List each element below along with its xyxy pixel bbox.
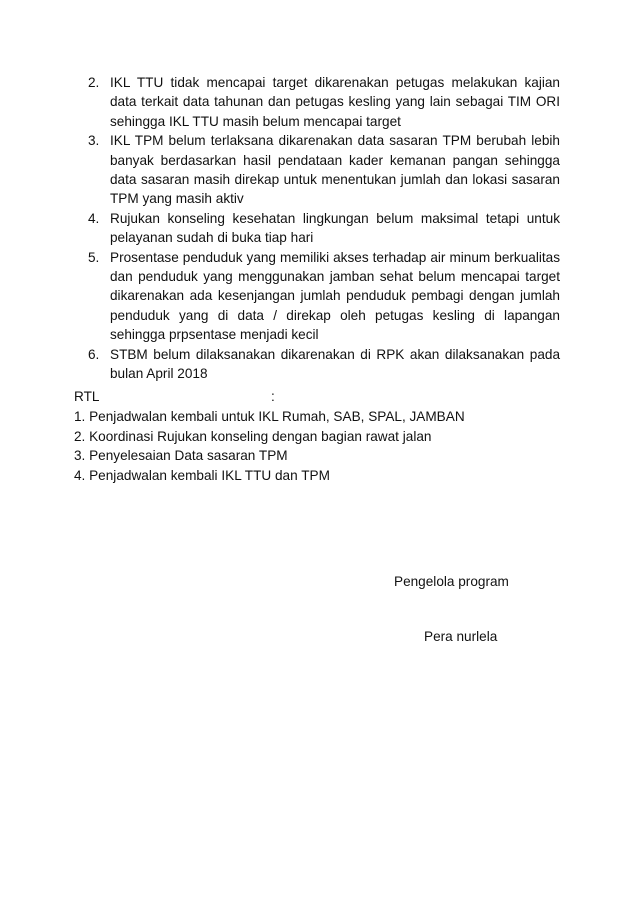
item-number: 2. [88,75,100,90]
signature-name: Pera nurlela [424,629,498,644]
list-item [88,345,560,384]
item-text: Rujukan konseling kesehatan lingkungan belum maksimal tetapi untuk pelayanan sudah di buka tiap hari [110,210,560,246]
rtl-item: 4. Penjadwalan kembali IKL TTU dan TPM [74,467,330,483]
rtl-section [74,387,554,485]
item-text: IKL TPM belum terlaksana dikarenakan data sasaran TPM berubah lebih banyak berdasarkan hasil pendataan kader kemanan pangan sehingga data sasaran masih direkap untuk menentukan jumlah dan lokasi sasaran TPM yang masih aktiv [110,133,560,207]
item-text: STBM belum dilaksanakan dikarenakan di RPK akan dilaksanakan pada bulan April 2018 [110,346,560,382]
rtl-colon: : [271,389,275,404]
findings-list [88,73,560,384]
rtl-item: 2. Koordinasi Rujukan konseling dengan bagian rawat jalan [74,428,432,444]
item-text: IKL TTU tidak mencapai target dikarenakan petugas melakukan kajian data terkait data tahunan dan petugas kesling yang lain sebagai TIM ORI sehingga IKL TTU masih belum mencapai target [110,75,560,129]
list-item [88,131,560,209]
rtl-label: RTL [74,389,100,404]
item-number: 5. [88,249,100,265]
item-text: Prosentase penduduk yang memiliki akses terhadap air minum berkualitas dan penduduk yang menggunakan jamban sehat belum mencapai target dikarenakan ada kesenjangan jumlah penduduk pembagi dengan jumlah penduduk yang di data / direkap oleh petugas kesling di lapangan sehingga prpsentase menjadi kecil [110,249,560,343]
list-item [88,248,560,345]
rtl-item: 3. Penyelesaian Data sasaran TPM [74,448,288,464]
list-item [88,73,560,131]
rtl-item: 1. Penjadwalan kembali untuk IKL Rumah, SAB, SPAL, JAMBAN [74,409,465,425]
rtl-heading [74,387,554,406]
list-item [88,209,560,248]
item-number: 6. [88,346,100,362]
signature-role: Pengelola program [394,574,509,589]
item-number: 4. [88,210,100,226]
item-number: 3. [88,133,100,149]
